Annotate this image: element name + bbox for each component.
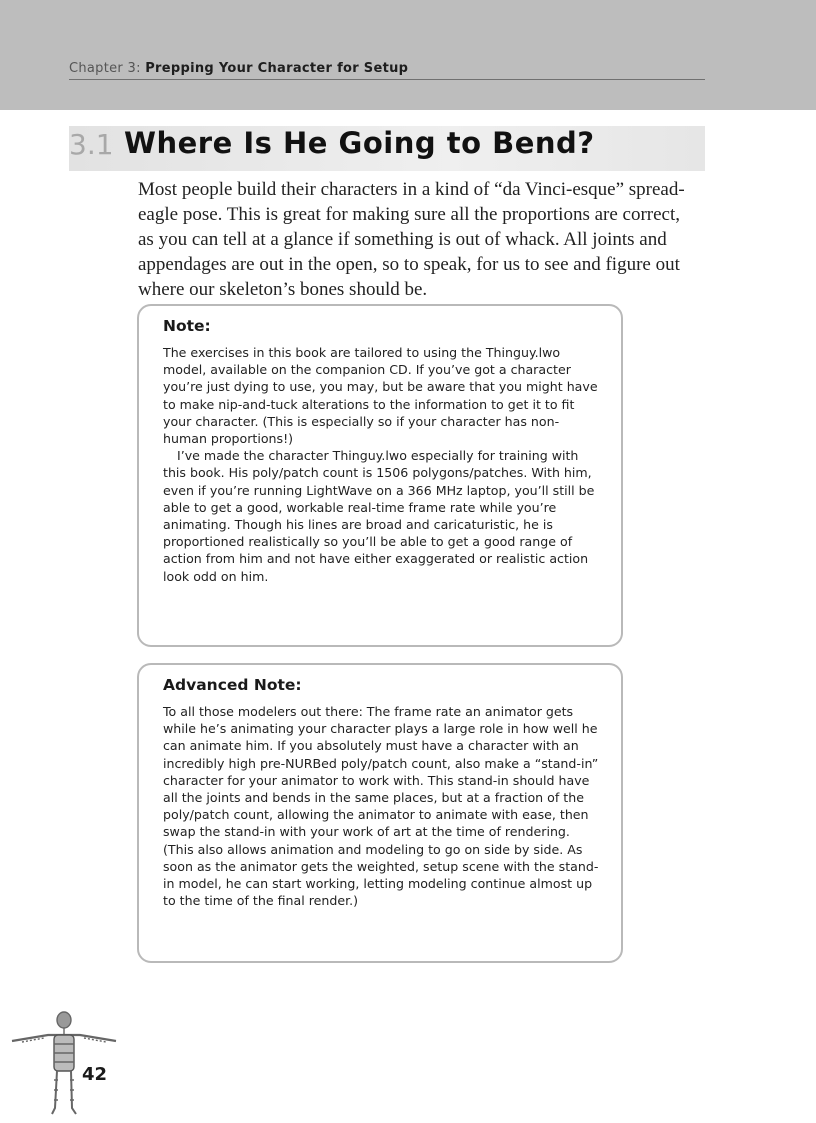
note-paragraph-2: I’ve made the character Thinguy.lwo especially for training with this book. His poly/patch count is 1506 polygons/patches. With him, even if you’re running LightWave on a 366 MHz laptop, you’ll still be able to get a good, workable real-time frame rate while you’re animating. Though his lines are broad and caricaturistic, he is proportioned realistically so you’ll be able to get a good range of action from him and not have either exaggerated or realistic action look odd on him. [163,448,595,584]
advanced-note-box [137,663,623,963]
note-body [163,344,603,585]
advanced-note-paragraph: To all those modelers out there: The frame rate an animator gets while he’s animating your character plays a large role in how well he can animate him. If you absolutely must have a character with an incredibly high pre-NURBed poly/patch count, also make a “stand-in” character for your animator to work with. This stand-in should have all the joints and bends in the same places, but at a fraction of the poly/patch count, allowing the animator to animate with ease, then swap the stand-in with your work of art at the time of rendering. (This also allows animation and modeling to go on side by side. As soon as the animator gets the weighted, setup scene with the stand-in model, he can start working, letting modeling continue almost up to the time of the final render.) [163,704,599,909]
note-title: Note: [163,317,211,335]
running-header [69,61,408,76]
chapter-label: Chapter 3: [69,61,141,76]
running-header-band [0,0,816,110]
chapter-title: Prepping Your Character for Setup [145,61,409,76]
note-box [137,304,623,647]
advanced-note-title: Advanced Note: [163,676,302,694]
body-paragraph: Most people build their characters in a kind of “da Vinci-esque” spread-eagle pose. This is great for making sure all the proportions are correct, as you can tell at a glance if something is out of whack. All joints and appendages are out in the open, so to speak, for us to see and figure out where our skeleton’s bones should be. [138,179,685,300]
page-number: 42 [82,1064,108,1085]
advanced-note-body [163,703,603,909]
header-divider [69,79,705,80]
thinguy-figure-icon [8,1008,118,1118]
note-paragraph-1: The exercises in this book are tailored to using the Thinguy.lwo model, available on the companion CD. If you’ve got a character you’re just dying to use, you may, but be aware that you might have to make nip-and-tuck alterations to the information to get it to fit your character. (This is especially so if your character has non-human proportions!) [163,345,598,447]
section-number: 3.1 [69,128,114,161]
section-title: Where Is He Going to Bend? [124,126,595,160]
